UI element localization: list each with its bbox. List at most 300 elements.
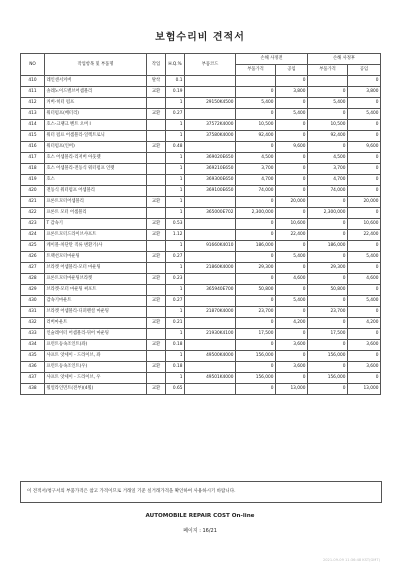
cell-al: 0 [348, 241, 381, 252]
header-no: NO [21, 54, 45, 76]
cell-work: 교환 [147, 274, 166, 285]
cell-bl: 0 [276, 175, 308, 186]
cell-al: 4,600 [348, 274, 381, 285]
cell-item: 솔레노이드밸브어셈블리 [45, 87, 147, 98]
cell-code [185, 219, 236, 230]
cell-work [147, 153, 166, 164]
cell-al: 0 [348, 98, 381, 109]
cell-ap: 0 [308, 142, 348, 153]
table-row [21, 384, 381, 395]
cell-code: 21870K4000 [185, 307, 236, 318]
cell-item: 인슐레이터 어셈블리-뒤어 마운팅 [45, 329, 147, 340]
cell-no: 419 [21, 175, 45, 186]
cell-work: 교환 [147, 362, 166, 373]
cell-work: 교환 [147, 230, 166, 241]
cell-ap: 0 [308, 384, 348, 395]
cell-item: 브라켓 어셈블리-디퍼렌셜 마운팅 [45, 307, 147, 318]
cell-ap: 10,500 [308, 120, 348, 131]
cell-bl: 0 [276, 351, 308, 362]
cell-work: 교환 [147, 87, 166, 98]
cell-code: 37580K4000 [185, 131, 236, 142]
cell-ap: 3,700 [308, 164, 348, 175]
cell-item: 워터펌프(배터리) [45, 109, 147, 120]
cell-code: 49501K4000 [185, 373, 236, 384]
cell-code [185, 362, 236, 373]
cell-q: 1 [166, 197, 185, 208]
cell-bp [236, 76, 276, 87]
cell-no: 424 [21, 230, 45, 241]
cell-q: 1 [166, 285, 185, 296]
cell-code: 21930K4100 [185, 329, 236, 340]
cell-work [147, 186, 166, 197]
cell-bp: 2,300,000 [236, 208, 276, 219]
cell-ap: 74,000 [308, 186, 348, 197]
cell-code [185, 274, 236, 285]
cell-item: 트랙션모터마운팅 [45, 252, 147, 263]
cell-bp: 186,000 [236, 241, 276, 252]
cell-code: 369300E650 [185, 175, 236, 186]
cell-code: 21860K4000 [185, 263, 236, 274]
cell-ap: 0 [308, 230, 348, 241]
header-hqty: H.Q.% [166, 54, 185, 76]
cell-bp: 3,700 [236, 164, 276, 175]
table-row [21, 241, 381, 252]
cell-code: 91660K4010 [185, 241, 236, 252]
cell-al: 0 [348, 208, 381, 219]
cell-work: 교환 [147, 384, 166, 395]
cell-bp: 29,300 [236, 263, 276, 274]
cell-no: 425 [21, 241, 45, 252]
print-timestamp: 2021-09-09 11:36:48 KST(GMT) [322, 558, 380, 562]
cell-q: 1 [166, 351, 185, 362]
cell-bl: 0 [276, 263, 308, 274]
cell-bl: 20,000 [276, 197, 308, 208]
cell-al: 0 [348, 76, 381, 87]
cell-ap: 0 [308, 87, 348, 98]
cell-ap: 5,400 [308, 98, 348, 109]
cell-ap: 0 [308, 274, 348, 285]
cell-bl: 0 [276, 285, 308, 296]
cell-bl: 0 [276, 131, 308, 142]
table-row [21, 252, 381, 263]
cell-q: 0.21 [166, 318, 185, 329]
cell-code: 49500K4000 [185, 351, 236, 362]
cell-work [147, 307, 166, 318]
table-row [21, 296, 381, 307]
cell-ap: 4,700 [308, 175, 348, 186]
table-row [21, 175, 381, 186]
cell-no: 422 [21, 208, 45, 219]
cell-bp: 50,800 [236, 285, 276, 296]
table-row [21, 307, 381, 318]
cell-work: 교환 [147, 109, 166, 120]
cell-ap: 50,800 [308, 285, 348, 296]
cell-bp: 0 [236, 340, 276, 351]
cell-item: 프런트등속조인트(우) [45, 362, 147, 373]
cell-al: 0 [348, 285, 381, 296]
cell-q: 0.18 [166, 340, 185, 351]
cell-work [147, 373, 166, 384]
cell-bp: 92,400 [236, 131, 276, 142]
cell-q: 1.12 [166, 230, 185, 241]
table-row [21, 109, 381, 120]
cell-bl: 0 [276, 329, 308, 340]
cell-al: 5,400 [348, 296, 381, 307]
cell-no: 436 [21, 362, 45, 373]
cell-no: 412 [21, 98, 45, 109]
cell-al: 0 [348, 373, 381, 384]
table-row [21, 351, 381, 362]
cell-no: 428 [21, 274, 45, 285]
price-notice: 이 견적서/청구서의 부품가격은 참고 가격이므로 거래일 기준 실거래가격을 확인하여 사용하시기 바랍니다. [20, 481, 382, 503]
cell-al: 5,400 [348, 109, 381, 120]
cell-bp: 0 [236, 219, 276, 230]
cell-bp: 5,400 [236, 98, 276, 109]
document-title: 보험수리비 견적서 [155, 32, 245, 43]
cell-bl: 4,600 [276, 274, 308, 285]
cell-item: 샤프트 앗세이 - 드라이브, 좌 [45, 351, 147, 362]
cell-ap: 186,000 [308, 241, 348, 252]
cell-work: 교환 [147, 219, 166, 230]
cell-code [185, 197, 236, 208]
cell-bp: 156,000 [236, 351, 276, 362]
cell-bl: 3,800 [276, 87, 308, 98]
cell-item: 커버-히터 펌프 [45, 98, 147, 109]
cell-bp: 0 [236, 230, 276, 241]
table-row [21, 285, 381, 296]
cell-item: 휠얼라인먼트(전부)(4휠) [45, 384, 147, 395]
cell-al: 0 [348, 120, 381, 131]
cell-bl: 3,600 [276, 362, 308, 373]
cell-al: 3,600 [348, 362, 381, 373]
cell-no: 420 [21, 186, 45, 197]
cell-work: 교환 [147, 340, 166, 351]
cell-bp: 0 [236, 296, 276, 307]
cell-q: 0.27 [166, 252, 185, 263]
cell-no: 426 [21, 252, 45, 263]
cell-work [147, 329, 166, 340]
cell-item: 프론트모터마운팅브라켓 [45, 274, 147, 285]
cell-ap: 0 [308, 296, 348, 307]
cell-q: 0.53 [166, 219, 185, 230]
cell-al: 0 [348, 153, 381, 164]
cell-q: 1 [166, 329, 185, 340]
cell-no: 431 [21, 307, 45, 318]
cell-no: 421 [21, 197, 45, 208]
cell-item: 레인센서커버 [45, 76, 147, 87]
cell-no: 433 [21, 329, 45, 340]
cell-q: 1 [166, 98, 185, 109]
cell-bp: 74,000 [236, 186, 276, 197]
cell-work [147, 285, 166, 296]
cell-no: 413 [21, 109, 45, 120]
cell-bl: 10,600 [276, 219, 308, 230]
cell-al: 3,800 [348, 87, 381, 98]
estimate-table [20, 53, 381, 395]
cell-work: 교환 [147, 296, 166, 307]
cell-bp: 0 [236, 142, 276, 153]
table-row [21, 263, 381, 274]
cell-code: 29150K4500 [185, 98, 236, 109]
cell-bl: 0 [276, 208, 308, 219]
table-row [21, 219, 381, 230]
cell-bl: 13,000 [276, 384, 308, 395]
cell-bp: 4,500 [236, 153, 276, 164]
cell-bl: 0 [276, 153, 308, 164]
cell-ap: 0 [308, 340, 348, 351]
cell-bp: 0 [236, 252, 276, 263]
cell-no: 414 [21, 120, 45, 131]
cell-bl: 0 [276, 76, 308, 87]
cell-ap: 92,400 [308, 131, 348, 142]
cell-code [185, 230, 236, 241]
cell-bl: 4,200 [276, 318, 308, 329]
cell-no: 438 [21, 384, 45, 395]
cell-item: 호스 어셈블리-리저버 아웃렛 [45, 153, 147, 164]
header-part-code: 부품코드 [185, 54, 236, 76]
cell-bp: 0 [236, 362, 276, 373]
cell-code [185, 318, 236, 329]
cell-ap: 0 [308, 109, 348, 120]
cell-q: 1 [166, 186, 185, 197]
cell-work [147, 241, 166, 252]
cell-no: 410 [21, 76, 45, 87]
cell-bp: 10,500 [236, 120, 276, 131]
table-row [21, 164, 381, 175]
table-row [21, 340, 381, 351]
cell-bl: 0 [276, 120, 308, 131]
cell-code: 365000E702 [185, 208, 236, 219]
cell-ap: 0 [308, 219, 348, 230]
cell-no: 411 [21, 87, 45, 98]
cell-ap: 156,000 [308, 373, 348, 384]
cell-ap [308, 76, 348, 87]
cell-bp: 0 [236, 197, 276, 208]
cell-bl: 0 [276, 186, 308, 197]
table-row [21, 142, 381, 153]
cell-al: 5,400 [348, 252, 381, 263]
table-row [21, 362, 381, 373]
cell-item: 워터 펌프 어셈블리-일렉트로닉 [45, 131, 147, 142]
cell-q: 0.19 [166, 87, 185, 98]
cell-no: 430 [21, 296, 45, 307]
cell-bl: 0 [276, 98, 308, 109]
cell-code [185, 109, 236, 120]
cell-no: 423 [21, 219, 45, 230]
table-row [21, 153, 381, 164]
cell-q: 1 [166, 307, 185, 318]
cell-bl: 0 [276, 164, 308, 175]
table-row [21, 120, 381, 131]
cell-no: 416 [21, 142, 45, 153]
table-row [21, 131, 381, 142]
cell-bp: 0 [236, 384, 276, 395]
cell-no: 434 [21, 340, 45, 351]
cell-q: 0.65 [166, 384, 185, 395]
cell-work [147, 120, 166, 131]
cell-work [147, 208, 166, 219]
cell-q: 1 [166, 175, 185, 186]
table-row [21, 230, 381, 241]
table-row [21, 373, 381, 384]
table-row [21, 87, 381, 98]
cell-item: 러버마운트 [45, 318, 147, 329]
cell-item: 워터펌프(인버) [45, 142, 147, 153]
table-row [21, 274, 381, 285]
cell-q: 1 [166, 208, 185, 219]
cell-work [147, 164, 166, 175]
cell-q: 0.1 [166, 76, 185, 87]
cell-q: 0.48 [166, 142, 185, 153]
cell-q: 1 [166, 153, 185, 164]
cell-al: 0 [348, 186, 381, 197]
cell-work: 교환 [147, 197, 166, 208]
cell-bl: 9,600 [276, 142, 308, 153]
cell-q: 0.27 [166, 109, 185, 120]
cell-ap: 23,700 [308, 307, 348, 318]
cell-bp: 0 [236, 318, 276, 329]
cell-ap: 2,300,000 [308, 208, 348, 219]
cell-ap: 0 [308, 362, 348, 373]
header-before-assessment: 손해 사정전 [236, 54, 308, 65]
cell-ap: 0 [308, 318, 348, 329]
cell-item: 전동식 워터펌프 어셈블리 [45, 186, 147, 197]
cell-q: 1 [166, 131, 185, 142]
header-before-part-price: 부품가격 [236, 65, 276, 76]
cell-q: 0.18 [166, 362, 185, 373]
cell-work: 탈착 [147, 76, 166, 87]
cell-no: 432 [21, 318, 45, 329]
cell-ap: 0 [308, 252, 348, 263]
cell-bp: 156,000 [236, 373, 276, 384]
table-row [21, 329, 381, 340]
cell-code: 369100E650 [185, 186, 236, 197]
cell-item: 프런트등속조인트(좌) [45, 340, 147, 351]
cell-code [185, 296, 236, 307]
cell-no: 437 [21, 373, 45, 384]
header-after-assessment: 손해 사정후 [308, 54, 381, 65]
header-after-part-price: 부품가격 [308, 65, 348, 76]
cell-q: 1 [166, 241, 185, 252]
cell-bp: 23,700 [236, 307, 276, 318]
cell-code [185, 87, 236, 98]
table-row [21, 208, 381, 219]
cell-bp: 4,700 [236, 175, 276, 186]
cell-item: 케이블-차단탄 직류 변환기(사 [45, 241, 147, 252]
table-row [21, 197, 381, 208]
cell-al: 3,600 [348, 340, 381, 351]
cell-q: 1 [166, 164, 185, 175]
cell-bl: 5,400 [276, 109, 308, 120]
cell-bl: 5,400 [276, 296, 308, 307]
cell-al: 0 [348, 263, 381, 274]
cell-al: 0 [348, 351, 381, 362]
cell-item: 호스-크랭크 벤트 오버 I [45, 120, 147, 131]
header-after-labor: 공임 [348, 65, 381, 76]
cell-code [185, 384, 236, 395]
header-work: 작업 [147, 54, 166, 76]
cell-code: 369020E650 [185, 153, 236, 164]
cell-q: 0.27 [166, 296, 185, 307]
cell-al: 9,600 [348, 142, 381, 153]
cell-item: 프론트모터어셈블리 [45, 197, 147, 208]
cell-q: 1 [166, 373, 185, 384]
header-before-labor: 공임 [276, 65, 308, 76]
cell-work: 교환 [147, 142, 166, 153]
cell-no: 415 [21, 131, 45, 142]
cell-work: 교환 [147, 252, 166, 263]
cell-bl: 22,400 [276, 230, 308, 241]
cell-al: 22,400 [348, 230, 381, 241]
cell-work: 교환 [147, 318, 166, 329]
cell-item: 브라켓-모터 마운팅 써포트 [45, 285, 147, 296]
cell-item: 호스 [45, 175, 147, 186]
cell-no: 418 [21, 164, 45, 175]
page-number: 페이지 : 16/21 [183, 528, 217, 534]
cell-al: 20,000 [348, 197, 381, 208]
cell-no: 435 [21, 351, 45, 362]
table-row [21, 186, 381, 197]
cell-bp: 0 [236, 87, 276, 98]
cell-item: 브라켓 어셈블리-모터 마운팅 [45, 263, 147, 274]
cell-al: 0 [348, 307, 381, 318]
cell-work [147, 263, 166, 274]
cell-item: 샤프트 앗세이 - 드라이브, 우 [45, 373, 147, 384]
cell-work [147, 98, 166, 109]
cell-work [147, 131, 166, 142]
cell-ap: 4,500 [308, 153, 348, 164]
cell-ap: 0 [308, 197, 348, 208]
cell-al: 0 [348, 131, 381, 142]
cell-item: 프론트모터드라이브샤프트 [45, 230, 147, 241]
table-row [21, 98, 381, 109]
cell-bp: 17,500 [236, 329, 276, 340]
cell-ap: 156,000 [308, 351, 348, 362]
cell-item: 감속기마운트 [45, 296, 147, 307]
cell-code: 369210E650 [185, 164, 236, 175]
cell-bl: 0 [276, 307, 308, 318]
cell-item: 호스 어셈블리-전동식 워터펌프 인렛 [45, 164, 147, 175]
cell-no: 429 [21, 285, 45, 296]
cell-al: 13,000 [348, 384, 381, 395]
cell-bl: 5,400 [276, 252, 308, 263]
cell-no: 427 [21, 263, 45, 274]
cell-bl: 0 [276, 373, 308, 384]
cell-code [185, 142, 236, 153]
cell-code [185, 76, 236, 87]
cell-q: 1 [166, 120, 185, 131]
cell-code: 365940E700 [185, 285, 236, 296]
cell-al: 0 [348, 164, 381, 175]
cell-ap: 17,500 [308, 329, 348, 340]
cell-code: 37572K4000 [185, 120, 236, 131]
cell-code [185, 340, 236, 351]
cell-item: 프론트 모터 어셈블리 [45, 208, 147, 219]
cell-q: 0.23 [166, 274, 185, 285]
cell-ap: 29,300 [308, 263, 348, 274]
cell-work [147, 351, 166, 362]
cell-item: T 감속기 [45, 219, 147, 230]
cell-bl: 0 [276, 241, 308, 252]
cell-al: 10,600 [348, 219, 381, 230]
cell-al: 0 [348, 329, 381, 340]
table-row [21, 318, 381, 329]
cell-bp: 0 [236, 274, 276, 285]
table-row [21, 76, 381, 87]
cell-work [147, 175, 166, 186]
cell-al: 0 [348, 175, 381, 186]
footer-brand: AUTOMOBILE REPAIR COST On-line [145, 513, 255, 519]
